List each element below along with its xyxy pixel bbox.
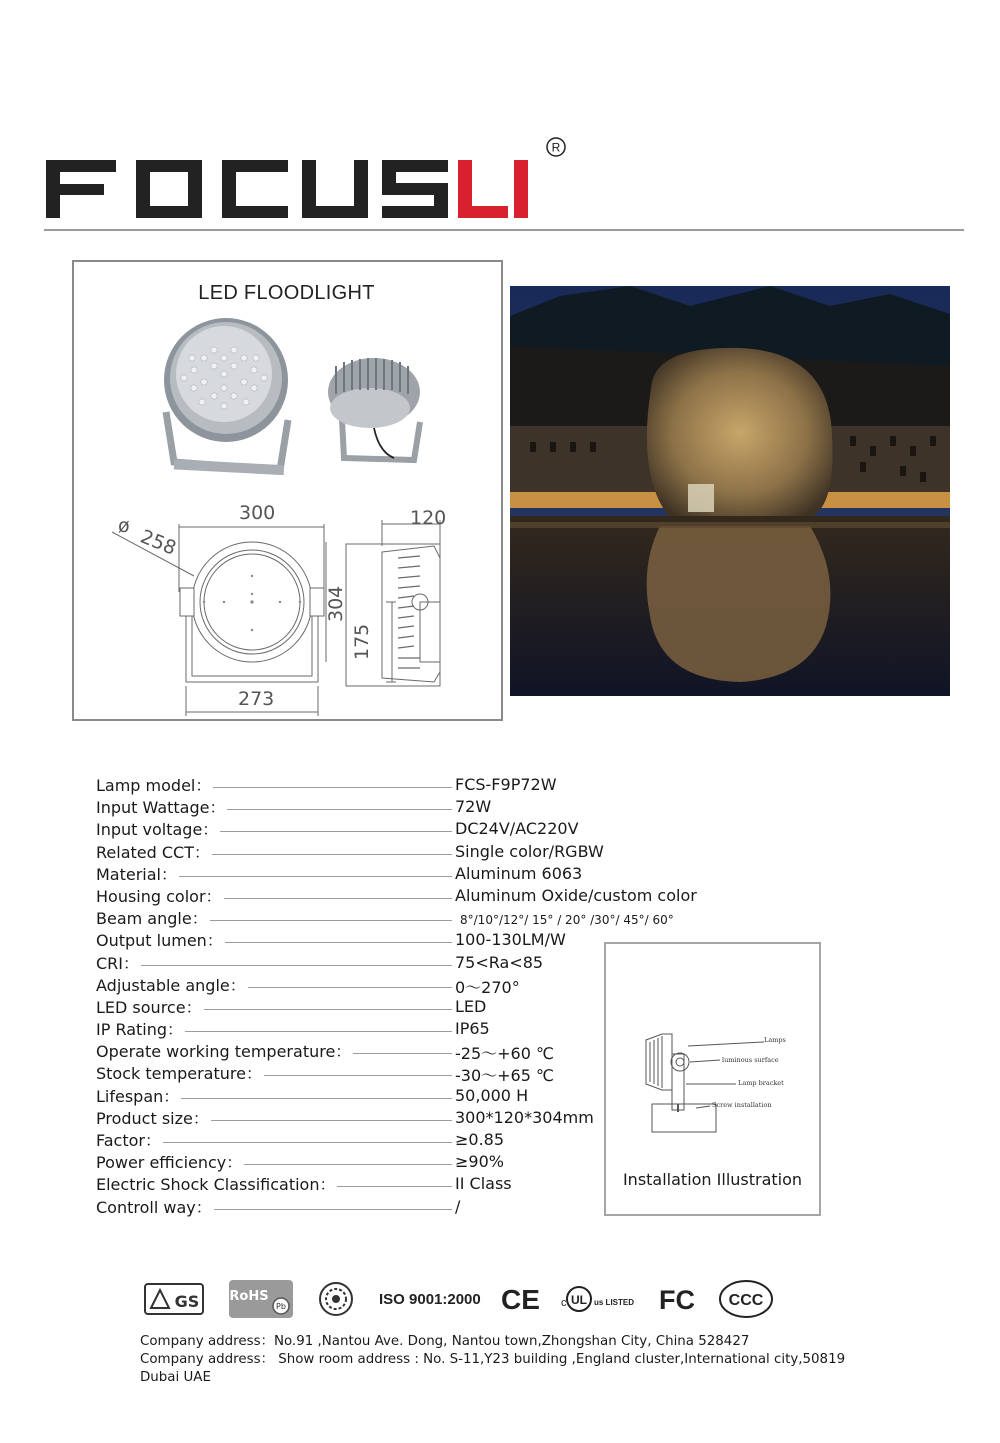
spec-value: -30～+65 ℃ bbox=[455, 1066, 554, 1086]
spec-row bbox=[96, 1017, 596, 1039]
spec-value: 8°/10°/12°/ 15° / 20° /30°/ 45°/ 60° bbox=[460, 913, 674, 928]
spec-label: Material： bbox=[96, 862, 179, 885]
spec-list bbox=[96, 773, 697, 1217]
label-screw-installation: Screw installation bbox=[712, 1101, 772, 1109]
spec-value: 75<Ra<85 bbox=[455, 952, 544, 972]
ce-text: CE bbox=[501, 1284, 540, 1315]
floodlight-drawing bbox=[74, 262, 505, 723]
address-line-1: Company address：No.91 ,Nantou Ave. Dong, Nantou town,Zhongshan City, China 528427 bbox=[140, 1334, 750, 1349]
spec-label: Input voltage： bbox=[96, 817, 220, 840]
spec-value: FCS-F9P72W bbox=[455, 775, 557, 794]
spec-row bbox=[96, 1106, 596, 1128]
rohs-logo bbox=[229, 1280, 293, 1318]
spec-row bbox=[96, 840, 604, 862]
ul-us-listed-text: us LISTED bbox=[594, 1298, 635, 1307]
spec-label: Product size： bbox=[96, 1106, 211, 1129]
dimension-mount-height: 175 bbox=[351, 623, 373, 660]
dimension-diameter: 258 bbox=[137, 525, 180, 560]
spec-label: Lifespan： bbox=[96, 1084, 181, 1107]
ul-c-text: c bbox=[561, 1297, 567, 1309]
spec-label: Related CCT： bbox=[96, 840, 212, 863]
dimension-base-width: 273 bbox=[238, 688, 275, 710]
spec-value: Aluminum Oxide/custom color bbox=[455, 885, 697, 905]
iso-text: ISO 9001:2000 bbox=[379, 1291, 481, 1308]
rohs-pb-text: Pb bbox=[276, 1302, 286, 1311]
spec-row bbox=[96, 928, 596, 950]
spec-value: IP65 bbox=[455, 1019, 490, 1039]
ul-text: UL bbox=[571, 1293, 587, 1307]
spec-value: DC24V/AC220V bbox=[455, 819, 579, 839]
product-title: LED FLOODLIGHT bbox=[198, 282, 375, 304]
rohs-text: RoHS bbox=[229, 1289, 269, 1304]
spec-value: ≥0.85 bbox=[455, 1130, 505, 1149]
registered-mark: R bbox=[551, 140, 561, 155]
ccc-logo bbox=[720, 1281, 772, 1317]
spec-row bbox=[96, 773, 596, 795]
product-drawing-panel bbox=[72, 260, 503, 721]
address-line-2: Company address： Show room address : No. S-11,Y23 building ,England cluster,International city,50819 Dubai UAE bbox=[140, 1352, 846, 1385]
spec-value: 100-130LM/W bbox=[455, 930, 566, 950]
spec-label: Input Wattage： bbox=[96, 795, 227, 818]
spec-row bbox=[96, 995, 596, 1017]
architecture-night-photo bbox=[510, 286, 950, 696]
spec-label: Output lumen： bbox=[96, 928, 225, 951]
spec-row bbox=[96, 817, 596, 839]
spec-value: II Class bbox=[455, 1174, 512, 1194]
ul-listed-logo bbox=[561, 1287, 634, 1311]
installation-illustration-panel bbox=[604, 942, 821, 1216]
spec-row bbox=[96, 1039, 596, 1064]
fc-text: FC bbox=[659, 1285, 695, 1315]
spec-row bbox=[96, 906, 674, 929]
spec-label: Lamp model： bbox=[96, 773, 213, 796]
quality-seal-logo bbox=[320, 1283, 352, 1315]
spec-label: Adjustable angle： bbox=[96, 973, 248, 996]
spec-value: 50,000 H bbox=[455, 1085, 529, 1105]
spec-row bbox=[96, 951, 596, 973]
spec-row bbox=[96, 862, 596, 884]
spec-row bbox=[96, 1084, 596, 1106]
spec-value: -25～+60 ℃ bbox=[455, 1044, 554, 1064]
spec-value: / bbox=[455, 1196, 461, 1216]
spec-label: Operate working temperature： bbox=[96, 1039, 353, 1062]
spec-value: LED bbox=[455, 996, 487, 1016]
spec-row bbox=[96, 1195, 596, 1217]
label-lamp-bracket: Lamp bracket bbox=[738, 1079, 784, 1087]
spec-row bbox=[96, 1061, 596, 1086]
spec-label: Factor： bbox=[96, 1128, 163, 1151]
spec-label: CRI： bbox=[96, 951, 141, 974]
spec-row bbox=[96, 884, 697, 906]
spec-label: Controll way： bbox=[96, 1195, 214, 1218]
spec-value: 72W bbox=[455, 797, 492, 817]
spec-label: LED source： bbox=[96, 995, 204, 1018]
spec-row bbox=[96, 973, 596, 995]
spec-row bbox=[96, 795, 596, 817]
company-address bbox=[140, 1333, 880, 1387]
spec-value: 0～270° bbox=[455, 977, 520, 997]
spec-label: Beam angle： bbox=[96, 906, 210, 929]
spec-row bbox=[96, 1128, 596, 1150]
spec-label: IP Rating： bbox=[96, 1017, 185, 1040]
installation-caption: Installation Illustration bbox=[622, 1170, 803, 1189]
spec-row bbox=[96, 1172, 596, 1194]
spec-value: Single color/RGBW bbox=[455, 841, 604, 861]
header-rule bbox=[44, 229, 964, 231]
label-lamps: Lamps bbox=[764, 1036, 786, 1044]
dimension-depth: 120 bbox=[410, 507, 447, 529]
floodlight-front-image bbox=[164, 318, 288, 475]
certification-logos bbox=[143, 1276, 783, 1322]
spec-value: Aluminum 6063 bbox=[455, 863, 583, 883]
gs-text: GS bbox=[174, 1292, 200, 1311]
spec-row bbox=[96, 1150, 596, 1172]
spec-label: Housing color： bbox=[96, 884, 224, 907]
spec-label: Power efficiency： bbox=[96, 1150, 244, 1173]
dimension-width: 300 bbox=[239, 502, 276, 524]
logo-red-part bbox=[44, 136, 584, 226]
dimension-height: 304 bbox=[325, 585, 347, 622]
ccc-text: CCC bbox=[728, 1292, 764, 1309]
spec-leader-line bbox=[96, 965, 452, 966]
spec-value: ≥90% bbox=[455, 1152, 504, 1172]
spec-label: Electric Shock Classification： bbox=[96, 1172, 337, 1195]
label-luminous-surface: luminous surface bbox=[722, 1056, 779, 1064]
spec-value: 300*120*304mm bbox=[455, 1107, 594, 1127]
spec-label: Stock temperature： bbox=[96, 1061, 264, 1084]
floodlight-back-image bbox=[328, 358, 420, 460]
diameter-symbol: ø bbox=[118, 515, 130, 537]
gs-logo bbox=[145, 1284, 203, 1314]
